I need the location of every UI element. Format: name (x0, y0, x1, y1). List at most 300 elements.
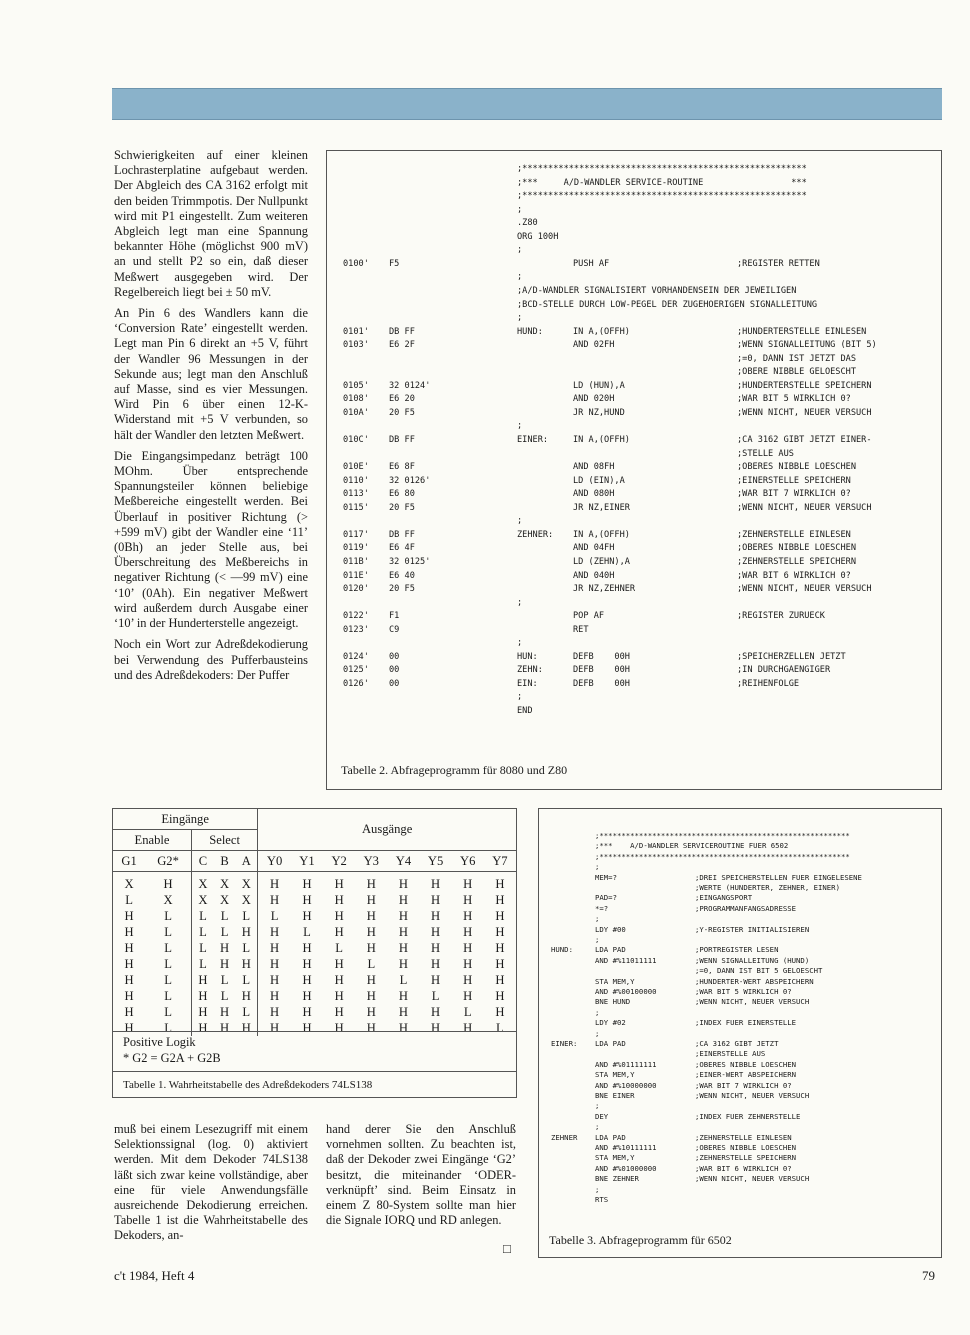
table-cell: H (334, 908, 344, 923)
outputs-header: Ausgänge (258, 809, 516, 851)
code-cmt: ;=0, DANN IST BIT 5 GELOESCHT (695, 966, 823, 976)
code-line (327, 678, 941, 691)
table-cell: L (220, 924, 229, 939)
code-line (327, 515, 941, 528)
code-line (327, 502, 941, 515)
table-cell: H (198, 972, 208, 987)
table-cell: H (302, 1020, 312, 1035)
code-line (539, 1143, 941, 1153)
code-cmt: ;DREI SPEICHERSTELLEN FUER EINGELESENE (695, 872, 862, 882)
table-cell: X (145, 892, 191, 908)
table-cell: H (302, 972, 312, 987)
table-cell: H (463, 1020, 473, 1035)
code-line (539, 1049, 941, 1059)
table-cell: H (270, 956, 280, 971)
code-cmt: ;WAR BIT 7 WIRKLICH 0? (695, 1080, 792, 1090)
code-addr: 010E' (343, 462, 369, 473)
table-cell: L (199, 956, 207, 971)
code-line (327, 244, 941, 257)
table-cell: H (366, 1020, 376, 1035)
table-cell: H (398, 988, 408, 1003)
code-line (539, 1008, 941, 1018)
code-line (327, 393, 941, 406)
code-line (539, 1185, 941, 1195)
paragraph: Die Eingangsimpedanz beträgt 100 MOhm. Über entsprechende Spannungsteiler können beliebige Meßbereiche eingestellt werden. Bei Überlauf in positiver Richtung (> +599 mV) gibt der Wandler eine ‘11’ (0Bh) an jeder Stelle aus, bei Überschreitung des Meßbereichs in negativer Richtung (< —99 mV) eine ‘10’ (0Ah). Ein negativer Meßwert wird außerdem durch Ausgabe einer ‘10’ in der Hunderterstelle angezeigt. (114, 448, 308, 631)
code-op: E6 40 (389, 570, 415, 581)
table-cell: X (220, 876, 230, 891)
code-ins: IN A,(OFFH) (573, 326, 630, 337)
code-line (539, 1112, 941, 1122)
table-cell: H (463, 972, 473, 987)
table-cell: H (302, 940, 312, 955)
code-cmt: ;REIHENFOLGE (737, 678, 800, 689)
code-op: 20 F5 (389, 407, 415, 418)
table-cell: H (235, 1020, 258, 1036)
code-cmt: ;REGISTER ZURUECK (737, 611, 825, 622)
table-cell: H (334, 1020, 344, 1035)
code-cmt: ;EINGANGSPORT (695, 893, 753, 903)
table-cell: H (463, 940, 473, 955)
code-cmt: ;OBERES NIBBLE LOESCHEN (737, 462, 856, 473)
code-line (539, 1091, 941, 1101)
table-cell: H (398, 876, 408, 891)
code-cmt: ;OBERES NIBBLE LOESCHEN (695, 1059, 797, 1069)
code-ins: LD (EIN),A (573, 475, 625, 486)
code-lbl: ; (517, 204, 523, 215)
code-op: 32 0124' (389, 380, 431, 391)
code-ins: AND #%10111111 (595, 1143, 657, 1152)
table-cell: H (398, 892, 408, 907)
code-line (327, 542, 941, 555)
code-ins: DEFB 00H (573, 678, 630, 689)
table-1-caption: Tabelle 1. Wahrheitstabelle des Adreßdekoders 74LS138 (123, 1079, 373, 1091)
table-cell: H (220, 1004, 230, 1019)
table-cell: X (235, 872, 258, 893)
table-cell: L (220, 908, 229, 923)
code-lbl: ;******************************************************* (517, 191, 807, 202)
code-addr: 0124' (343, 651, 369, 662)
table-cell: H (431, 924, 441, 939)
code-line (327, 705, 941, 718)
code-cmt: ;WENN NICHT, NEUER VERSUCH (695, 1174, 810, 1184)
code-ins: AND 020H (573, 394, 615, 405)
code-line (327, 312, 941, 325)
table-cell: H (302, 876, 312, 891)
code-ins: STA MEM,Y (595, 976, 635, 986)
truth-table (113, 809, 516, 1036)
paragraph: An Pin 6 des Wandlers kann die ‘Conversion Rate’ eingestellt werden. Legt man Pin 6 direkt an +5 V, führt der Wandler 96 Messungen in der Sekunde aus; legt man den Anschluß auf Masse, sind es vier Messungen. Wird Pin 6 über einen 12-K-Widerstand mit +5 V verbunden, so hält der Wandler den letzten Meßwert. (114, 306, 308, 442)
table-cell: H (463, 924, 473, 939)
code-ins: BNE EINER (595, 1091, 635, 1100)
code-ins: AND #%01111111 (595, 1059, 657, 1069)
code-cmt: ;EINERSTELLE AUS (695, 1049, 766, 1059)
code-cmt: ;OBERES NIBBLE LOESCHEN (737, 543, 856, 554)
positive-logic-note: Positive Logik (123, 1035, 196, 1049)
column-header: Y7 (492, 853, 508, 868)
table-cell: H (431, 876, 441, 891)
code-line (539, 852, 941, 862)
code-line (327, 529, 941, 542)
table-cell: H (235, 924, 258, 940)
code-cmt: ;WAR BIT 6 WIRKLICH 0? (737, 570, 851, 581)
code-line (327, 597, 941, 610)
code-line (327, 271, 941, 284)
table-cell: L (220, 972, 229, 987)
code-line (539, 1070, 941, 1080)
code-lbl: ;BCD-STELLE DURCH LOW-PEGEL DER ZUGEHOERIGEN SIGNALLEITUNG (517, 299, 818, 310)
code-line (327, 299, 941, 312)
table-cell: H (431, 1020, 441, 1035)
code-ins: JR NZ,ZEHNER (573, 584, 636, 595)
code-addr: 011E' (343, 570, 369, 581)
code-line (539, 1081, 941, 1091)
table-cell: H (124, 956, 134, 971)
code-line (327, 204, 941, 217)
code-op: 00 (389, 651, 400, 662)
paragraph: Noch ein Wort zur Adreßdekodierung bei Verwendung des Pufferbausteins und des Adreßdekoders: Der Puffer (114, 637, 308, 682)
table-row (113, 988, 516, 1004)
table-row (113, 940, 516, 956)
table-2-box (326, 150, 942, 790)
table-row (113, 872, 516, 893)
table-cell: H (463, 908, 473, 923)
table-cell: H (366, 988, 376, 1003)
footer-issue: c't 1984, Heft 4 (114, 1268, 195, 1283)
code-line (327, 570, 941, 583)
code-cmt: ;PORTREGISTER LESEN (695, 945, 779, 955)
table-cell: H (495, 908, 505, 923)
code-addr: 011B' (343, 556, 369, 567)
table-cell: H (124, 1004, 134, 1019)
code-line (539, 1060, 941, 1070)
code-op: DB FF (389, 529, 415, 540)
table-cell: H (270, 1020, 280, 1035)
table-cell: H (270, 1004, 280, 1019)
code-cmt: ;WAR BIT 5 WIRKLICH 0? (695, 987, 792, 996)
table-cell: H (431, 908, 441, 923)
column-header: Y1 (299, 853, 315, 868)
table-cell: X (198, 892, 208, 907)
code-lbl: END (517, 706, 533, 716)
bottom-text-column-1 (114, 1122, 308, 1250)
code-line (539, 1195, 941, 1205)
code-cmt: ;EINER-WERT ABSPEICHERN (695, 1070, 797, 1080)
code-line (539, 1133, 941, 1143)
code-lbl: EINER: (551, 1039, 578, 1048)
code-addr: 0100' (343, 258, 369, 269)
code-lbl: ; (517, 638, 523, 649)
code-lbl: ;*** A/D-WANDLER SERVICE-ROUTINE *** (517, 177, 807, 188)
code-lbl: EIN: (517, 678, 538, 689)
code-lbl: ; (517, 516, 523, 527)
code-line (539, 914, 941, 924)
code-op: E6 8F (389, 462, 415, 473)
code-ins: AND #%00100000 (595, 987, 657, 996)
table-cell: L (145, 924, 191, 940)
table-cell: H (398, 1004, 408, 1019)
table-cell: H (334, 892, 344, 907)
table-cell: H (124, 988, 134, 1003)
code-line (539, 956, 941, 966)
code-ins: *=? (595, 903, 609, 913)
code-op: 32 0125' (389, 556, 431, 567)
code-addr: 0126' (343, 678, 369, 689)
code-ins: IN A,(OFFH) (573, 435, 630, 445)
table-cell: H (463, 892, 473, 907)
code-ins: PUSH AF (573, 258, 610, 269)
table-cell: H (302, 1004, 312, 1019)
code-cmt: ;IN DURCHGAENGIGER (737, 665, 831, 676)
table-cell: H (235, 988, 258, 1004)
code-line (327, 353, 941, 366)
code-cmt: ;WERTE (HUNDERTER, ZEHNER, EINER) (695, 883, 840, 892)
code-line (539, 935, 941, 945)
code-addr: 0105' (343, 380, 369, 391)
code-cmt: ;Y-REGISTER INITIALISIEREN (695, 924, 810, 934)
code-line (539, 1039, 941, 1049)
table-cell: L (235, 972, 258, 988)
table-cell: X (220, 892, 230, 907)
table-cell: L (145, 988, 191, 1004)
code-cmt: ;WENN SIGNALLEITUNG (HUND) (695, 955, 810, 965)
code-line (539, 893, 941, 903)
table-row (113, 924, 516, 940)
code-ins: AND #%01000000 (595, 1163, 657, 1173)
code-op: 00 (389, 665, 400, 676)
code-ins: AND 08FH (573, 462, 615, 473)
table-cell: H (270, 988, 280, 1003)
column-header: Y4 (395, 853, 412, 868)
code-ins: LDA PAD (595, 1132, 626, 1142)
column-header: Y3 (363, 853, 379, 868)
table-cell: H (495, 876, 505, 891)
table-cell: L (145, 1020, 191, 1036)
code-line (327, 366, 941, 379)
code-lbl: ZEHNER (551, 1132, 578, 1142)
code-lbl: ZEHNER: (517, 529, 554, 540)
code-cmt: ;WENN NICHT, NEUER VERSUCH (737, 407, 872, 418)
code-line (327, 190, 941, 203)
code-cmt: ;ZEHNERSTELLE EINLESEN (695, 1132, 792, 1142)
table-cell: H (302, 892, 312, 907)
code-addr: 0117' (343, 529, 369, 540)
table-cell: H (463, 988, 473, 1003)
code-ins: JR NZ,EINER (573, 502, 630, 513)
code-lbl: ;A/D-WANDLER SIGNALISIERT VORHANDENSEIN DER JEWEILIGEN (517, 285, 797, 296)
code-line (327, 231, 941, 244)
code-lbl: ; (517, 421, 523, 432)
table-cell: L (199, 908, 207, 923)
table-cell: H (431, 972, 441, 987)
code-addr: 0113' (343, 489, 369, 500)
table-cell: L (145, 940, 191, 956)
paragraph: Schwierigkeiten auf einer kleinen Lochrasterplatine aufgebaut werden. Der Abgleich des CA 3162 erfolgt mit den beiden Trimmpotis. Der Nullpunkt wird mit P1 eingestellt. Zum weiteren Abgleich legt man eine Spannung bekannter Höhe (möglichst 900 mV) an und stellt P2 so ein, daß dieser Meßwert ausgegeben wird. Der Regelbereich liegt bei ± 50 mV. (114, 148, 308, 299)
column-header: Y2 (331, 853, 347, 868)
code-ins: ; (595, 1101, 600, 1111)
code-line (327, 163, 941, 176)
code-cmt: ;HUNDERTERSTELLE EINLESEN (737, 326, 867, 337)
code-op: F5 (389, 258, 400, 269)
code-line (539, 925, 941, 935)
code-line (539, 873, 941, 883)
code-line (327, 556, 941, 569)
table-cell: L (431, 988, 440, 1003)
code-line (327, 258, 941, 271)
code-cmt: ;CA 3162 GIBT JETZT (695, 1039, 779, 1048)
code-line (327, 461, 941, 474)
table-cell: H (431, 1004, 441, 1019)
table-cell: H (235, 956, 258, 972)
table-cell: H (334, 924, 344, 939)
column-header: B (220, 853, 229, 868)
column-header: Y0 (266, 853, 283, 868)
table-cell: H (270, 972, 280, 987)
code-lbl: ORG 100H (517, 231, 559, 242)
code-line (327, 664, 941, 677)
table-cell: H (495, 892, 505, 907)
table-cell: H (398, 924, 408, 939)
code-ins: STA MEM,Y (595, 1153, 635, 1163)
code-op: 32 0126' (389, 475, 431, 486)
code-line (539, 862, 941, 872)
code-ins: IN A,(OFFH) (573, 529, 630, 540)
code-lbl: ZEHN: (517, 665, 543, 676)
code-cmt: ;STELLE AUS (737, 448, 794, 459)
table-cell: H (431, 956, 441, 971)
code-ins: RTS (595, 1195, 609, 1204)
code-line (539, 1101, 941, 1111)
code-ins: ;********************************************************* (595, 851, 850, 861)
code-lbl: ; (517, 692, 523, 703)
table-cell: H (124, 924, 134, 939)
code-line (327, 583, 941, 596)
code-ins: AND 04FH (573, 543, 615, 554)
table-cell: H (302, 988, 312, 1003)
table-cell: H (431, 892, 441, 907)
code-line (539, 841, 941, 851)
code-ins: POP AF (573, 611, 605, 622)
table-cell: H (334, 956, 344, 971)
code-ins: JR NZ,HUND (573, 407, 625, 418)
table-cell: H (366, 892, 376, 907)
table-cell: H (334, 1004, 344, 1019)
code-lbl: ;******************************************************* (517, 164, 807, 174)
code-cmt: ;=0, DANN IST JETZT DAS (737, 353, 856, 364)
code-op: C9 (389, 624, 400, 635)
table-row (113, 908, 516, 924)
code-cmt: ;OBERES NIBBLE LOESCHEN (695, 1143, 797, 1152)
code-ins: ;********************************************************* (595, 831, 850, 840)
code-line (539, 966, 941, 976)
code-line (327, 339, 941, 352)
code-cmt: ;OBERE NIBBLE GELOESCHT (737, 367, 856, 378)
table-cell: H (495, 956, 505, 971)
code-addr: 0110' (343, 475, 369, 486)
end-mark: □ (503, 1241, 511, 1256)
code-op: 00 (389, 678, 400, 689)
code-line (327, 448, 941, 461)
code-line (539, 987, 941, 997)
code-ins: ; (595, 1007, 600, 1017)
table-cell: X (235, 892, 258, 908)
code-ins: DEFB 00H (573, 665, 630, 676)
column-header: Y5 (427, 853, 444, 868)
table-cell: H (270, 924, 280, 939)
table-cell: H (270, 892, 280, 907)
table-cell: L (145, 1004, 191, 1020)
code-cmt: ;CA 3162 GIBT JETZT EINER- (737, 435, 872, 445)
code-cmt: ;PROGRAMMANFANGSADRESSE (695, 903, 797, 913)
table-cell: L (199, 924, 207, 939)
table-cell: H (334, 988, 344, 1003)
bottom-text-column-2 (326, 1122, 516, 1234)
table-row (113, 1020, 516, 1036)
code-line (327, 637, 941, 650)
table-cell: H (463, 956, 473, 971)
table-cell: L (270, 908, 279, 923)
code-line (327, 475, 941, 488)
code-ins: PAD=? (595, 893, 617, 903)
code-addr: 0119' (343, 543, 369, 554)
table-cell: L (335, 940, 343, 955)
table-cell: H (334, 876, 344, 891)
code-ins: MEM=? (595, 872, 617, 882)
table-2-caption: Tabelle 2. Abfrageprogramm für 8080 und Z80 (341, 763, 568, 777)
paragraph: muß bei einem Lesezugriff mit einem Selektionssignal (log. 0) aktiviert werden. Mit dem Dekoder 74LS138 läßt sich zwar keine vollständige, aber eine für viele Anwendungsfälle ausreichende Dekodierung erreichen. Tabelle 1 ist die Wahrheitstabelle des Dekoders, an- (114, 1122, 308, 1243)
code-addr: 0115' (343, 502, 369, 513)
left-text-column (114, 148, 308, 689)
table-3-box (538, 808, 942, 1258)
code-line (327, 380, 941, 393)
code-line (539, 1153, 941, 1163)
code-line (539, 904, 941, 914)
code-cmt: ;HUNDERTER-WERT ABSPEICHERN (695, 976, 814, 986)
table-cell: L (235, 940, 258, 956)
table-cell: L (125, 892, 133, 907)
code-addr: 0120' (343, 584, 369, 595)
code-op: DB FF (389, 435, 415, 445)
code-ins: BNE ZEHNER (595, 1174, 639, 1184)
g2-note: * G2 = G2A + G2B (123, 1051, 221, 1065)
code-line (327, 651, 941, 664)
code-cmt: ;EINERSTELLE SPEICHERN (737, 475, 851, 486)
code-op: DB FF (389, 326, 415, 337)
code-addr: 0123' (343, 624, 369, 635)
code-cmt: ;HUNDERTERSTELLE SPEICHERN (737, 380, 872, 391)
column-header: A (235, 851, 258, 872)
code-cmt: ;WENN NICHT, NEUER VERSUCH (737, 584, 872, 595)
code-ins: AND 02FH (573, 340, 615, 351)
inputs-header: Eingänge (113, 809, 258, 830)
table-cell: H (398, 908, 408, 923)
code-ins: ; (595, 862, 600, 872)
table-row (113, 972, 516, 988)
code-ins: ; (595, 1028, 600, 1038)
table-cell: L (367, 956, 376, 971)
code-line (539, 977, 941, 987)
table-cell: H (366, 924, 376, 939)
table-cell: X (124, 876, 134, 891)
table-cell: H (220, 956, 230, 971)
code-op: E6 80 (389, 489, 415, 500)
table-cell: H (220, 940, 230, 955)
table-cell: H (270, 876, 280, 891)
code-ins: ;*** A/D-WANDLER SERVICEROUTINE FUER 6502 (595, 841, 789, 851)
code-line (327, 217, 941, 230)
code-op: E6 2F (389, 340, 415, 351)
table-cell: L (463, 1004, 472, 1019)
code-cmt: ;ZEHNERSTELLE SPEICHERN (737, 556, 856, 567)
